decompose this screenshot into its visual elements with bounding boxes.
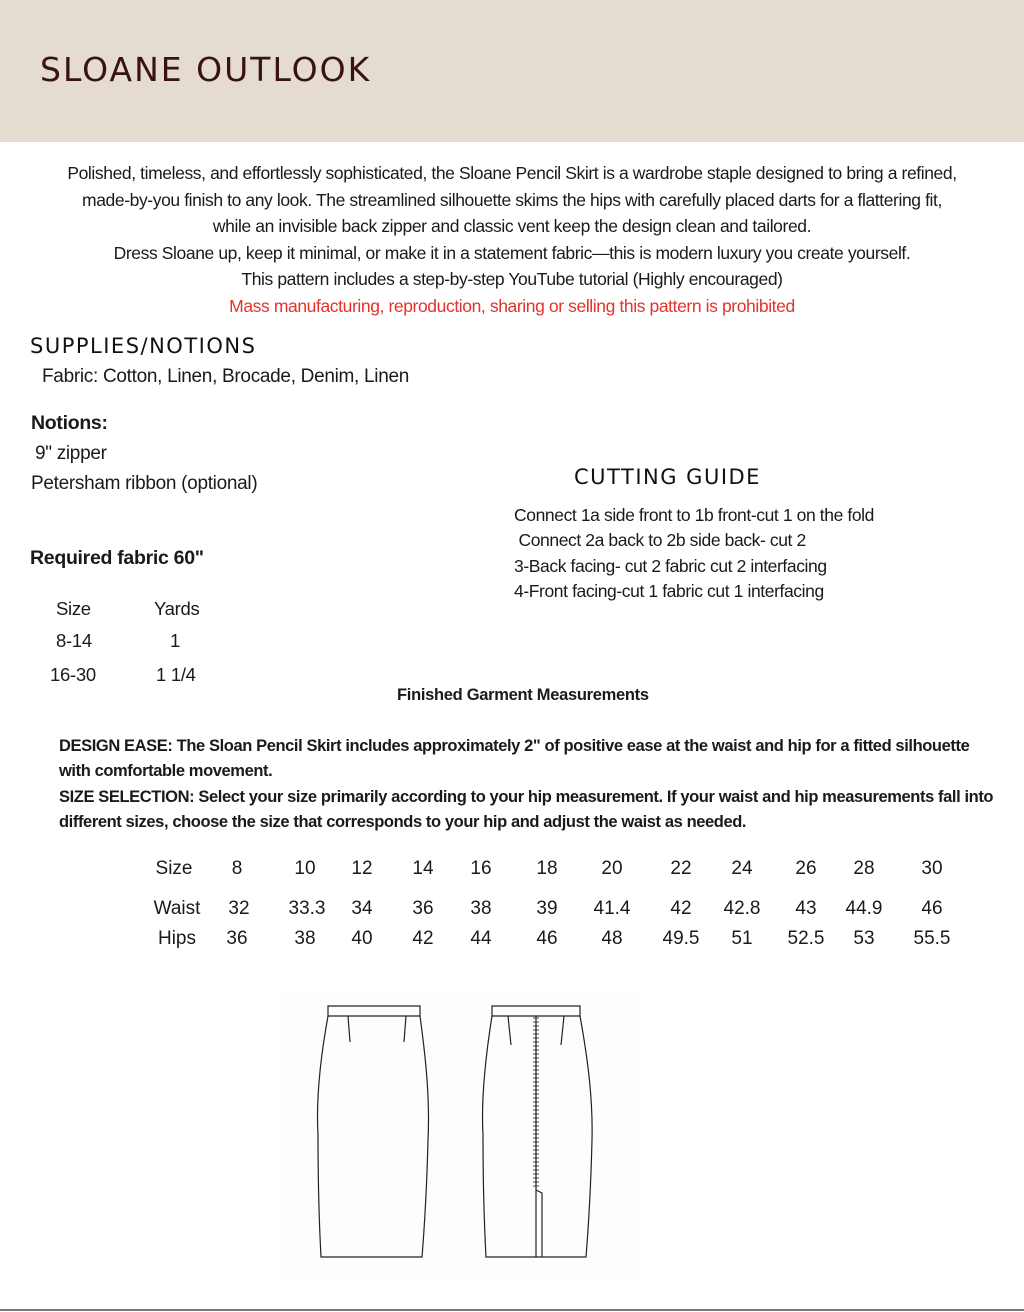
ease-and-size-notes [59,734,999,835]
measurement-waist-cell: 33.3 [288,898,326,919]
cutting-steps [514,503,874,604]
measurement-waist-cell: 39 [536,898,558,919]
measurement-hips-cell: 55.5 [913,928,951,949]
header-band [0,0,1024,142]
skirt-technical-drawing [280,990,640,1280]
cutting-step: 3-Back facing- cut 2 fabric cut 2 interfacing [514,555,827,576]
yardage-size: 16-30 [50,664,96,685]
measurement-size-cell: 30 [921,858,943,879]
measurement-hips-cell: 48 [601,928,623,949]
measurement-size-cell: 22 [670,858,692,879]
measurement-size-cell: 8 [231,858,243,879]
measurement-waist-cell: 44.9 [845,898,883,919]
measurement-size-cell: 26 [795,858,817,879]
brand-title: SLOANE OUTLOOK [40,50,372,89]
measurement-waist-cell: 32 [228,898,250,919]
yardage-yards: 1 1/4 [156,664,196,685]
yardage-yards: 1 [170,630,180,651]
copyright-warning: Mass manufacturing, reproduction, sharing or selling this pattern is prohibited [229,295,795,316]
measurement-waist-cell: 42 [670,898,692,919]
notion-item: Petersham ribbon (optional) [31,473,258,494]
measurement-waist-cell: 41.4 [593,898,631,919]
measurement-size-cell: 14 [412,858,434,879]
measurement-size-cell: 12 [351,858,373,879]
measurement-size-cell: 20 [601,858,623,879]
measurement-hips-cell: 46 [536,928,558,949]
intro-line: Dress Sloane up, keep it minimal, or make it in a statement fabric—this is modern luxury you create yourself. [113,242,911,263]
measurement-hips-cell: 51 [731,928,753,949]
design-ease-label: DESIGN EASE: [59,737,173,755]
measurement-hips-cell: 42 [412,928,434,949]
measurement-waist-cell: 38 [470,898,492,919]
measurement-row-label: Size [155,858,193,879]
design-ease-note [59,734,999,785]
intro-line: This pattern includes a step-by-step YouTube tutorial (Highly encouraged) [241,269,783,289]
measurement-row-label: Waist [153,898,201,919]
measurement-size-cell: 10 [294,858,316,879]
measurement-waist-cell: 46 [921,898,943,919]
skirt-back-drawing [482,1006,592,1257]
measurement-waist-cell: 34 [351,898,373,919]
intro-line: while an invisible back zipper and classic vent keep the design clean and tailored. [212,216,812,236]
cutting-guide-heading: CUTTING GUIDE [574,465,761,489]
measurement-hips-cell: 49.5 [662,928,700,949]
measurement-row-label: Hips [157,928,197,949]
supplies-heading: SUPPLIES/NOTIONS [30,334,257,358]
yardage-col-yards: Yards [154,598,200,619]
measurement-waist-cell: 36 [412,898,434,919]
size-selection-text: Select your size primarily according to your hip measurement. If your waist and hip measurements fall into different sizes, choose the size that corresponds to your hip and adjust the waist as needed. [59,787,994,831]
yardage-size: 8-14 [56,630,92,651]
measurement-size-cell: 28 [853,858,875,879]
design-ease-text: The Sloan Pencil Skirt includes approximately 2" of positive ease at the waist and hip for a fitted silhouette with comfortable movement. [59,737,970,781]
intro-description [0,160,1024,319]
measurement-hips-cell: 40 [351,928,373,949]
cutting-step: Connect 1a side front to 1b front-cut 1 on the fold [514,505,874,525]
measurement-waist-cell: 42.8 [723,898,761,919]
measurement-size-cell: 24 [731,858,753,879]
yardage-col-size: Size [56,598,91,619]
required-fabric-heading: Required fabric 60" [30,547,204,569]
measurement-size-cell: 18 [536,858,558,879]
skirt-front-drawing [317,1006,428,1257]
fabric-list: Fabric: Cotton, Linen, Brocade, Denim, Linen [42,366,410,387]
measurement-hips-cell: 38 [294,928,316,949]
measurement-size-cell: 16 [470,858,492,879]
notion-item: 9" zipper [35,443,107,464]
notions-heading: Notions: [31,412,108,434]
measurement-hips-cell: 44 [470,928,492,949]
cutting-step: Connect 2a back to 2b side back- cut 2 [514,530,806,551]
page-bottom-rule [0,1309,1024,1311]
finished-measurements-heading: Finished Garment Measurements [397,686,649,704]
measurement-waist-cell: 43 [795,898,817,919]
intro-line: Polished, timeless, and effortlessly sophisticated, the Sloane Pencil Skirt is a wardrobe staple designed to bring a refined, [67,163,957,183]
cutting-step: 4-Front facing-cut 1 fabric cut 1 interfacing [514,580,824,601]
size-selection-label: SIZE SELECTION: [59,787,195,806]
size-selection-note [59,785,999,836]
intro-line: made-by-you finish to any look. The streamlined silhouette skims the hips with carefully placed darts for a flattering fit, [82,189,942,210]
measurement-hips-cell: 52.5 [787,928,825,949]
measurement-hips-cell: 53 [853,928,875,949]
measurement-hips-cell: 36 [226,928,248,949]
